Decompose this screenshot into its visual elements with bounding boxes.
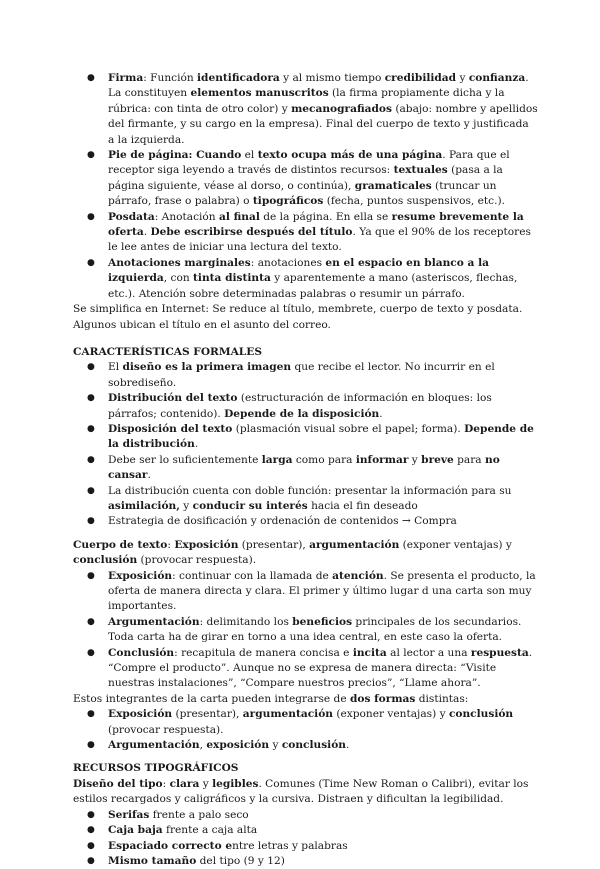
- integrantes-paragraph: [73, 692, 538, 707]
- emphasis: Disposición del texto: [108, 422, 233, 435]
- list-item-posdata: [73, 210, 538, 256]
- list-item: [73, 422, 538, 453]
- text: :: [167, 538, 175, 551]
- text: (truncar un párrafo, frase o palabra) o: [108, 179, 497, 208]
- emphasis: Cuerpo de texto: [73, 538, 168, 551]
- text: . “Compre el producto”. Aunque no se expresa de manera directa: “Visite nuestras instalaciones”, “Compare nuestros precios”, “Llame ahora”.: [108, 646, 533, 690]
- text: : delimitando los: [199, 615, 293, 628]
- text: frente a caja alta: [162, 824, 258, 837]
- list-item: [73, 514, 538, 529]
- emphasis: Caja baja: [108, 824, 163, 837]
- list-item: [73, 360, 538, 391]
- cuerpo-list: [73, 569, 538, 692]
- text: distintas:: [415, 692, 469, 705]
- emphasis: Exposición: [108, 708, 173, 721]
- text: : Función: [143, 72, 198, 84]
- emphasis: identificadora: [197, 72, 280, 84]
- bullet-icon: ●: [87, 516, 95, 527]
- emphasis: informar: [355, 453, 409, 466]
- internet-paragraph: Se simplifica en Internet: Se reduce al título, membrete, cuerpo de texto y posdata. Algunos ubican el título en el asunto del correo.: [73, 303, 523, 331]
- text: hacia el fin deseado: [307, 499, 418, 512]
- text: y: [269, 739, 282, 752]
- bullet-icon: ●: [87, 257, 95, 268]
- recursos-list: [73, 808, 538, 869]
- emphasis: al final: [219, 210, 260, 223]
- list-item-anotaciones: [73, 256, 538, 302]
- text: .: [379, 407, 383, 420]
- list-item-pie-de-pagina: [73, 148, 538, 210]
- bullet-icon: ●: [87, 809, 95, 820]
- emphasis: Argumentación: [108, 615, 200, 628]
- bullet-icon: ●: [87, 211, 95, 222]
- text: de la página. En ella se: [259, 210, 392, 223]
- text: al lector a una: [386, 646, 471, 659]
- emphasis: Depende de la disposición: [224, 407, 380, 420]
- emphasis: beneficios: [292, 615, 353, 628]
- emphasis: argumentación: [309, 538, 400, 551]
- emphasis: conclusión: [281, 739, 346, 752]
- text: Debe ser lo suficientemente: [108, 453, 262, 466]
- section-heading-caracteristicas: CARACTERÍSTICAS FORMALES: [73, 345, 262, 358]
- text: (estructuración de información en bloques: los párrafos; contenido).: [108, 392, 492, 420]
- emphasis: dos formas: [349, 692, 416, 705]
- text: (la firma propiamente dicha y la rúbrica: con tinta de otro color) y: [108, 87, 505, 115]
- text: : continuar con la llamada de: [172, 569, 333, 582]
- text: . Se presenta el producto, la oferta de manera directa y clara. El primer y último lugar d una carta son muy importantes.: [108, 569, 536, 613]
- text: ,: [199, 739, 207, 752]
- emphasis: conclusión: [73, 554, 138, 567]
- emphasis: Diseño del tipo: [73, 777, 163, 790]
- text: .: [345, 739, 350, 752]
- emphasis: Debe escribirse después del título: [150, 226, 353, 239]
- signature-elements-list: [73, 71, 538, 302]
- text: (exponer ventajas) y: [399, 538, 512, 551]
- text: . Ya que el 90% de los receptores le lee antes de iniciar una lectura del texto.: [108, 226, 531, 254]
- emphasis: Serifas: [108, 808, 150, 821]
- text: (provocar respuesta).: [137, 554, 257, 567]
- emphasis: respuesta: [470, 646, 529, 659]
- emphasis: tipográficos: [252, 195, 324, 208]
- integrantes-list: [73, 707, 538, 753]
- emphasis: no cansar: [108, 453, 500, 482]
- emphasis: asimilación,: [108, 499, 180, 512]
- list-item-firma: [73, 71, 538, 148]
- bullet-icon: ●: [87, 362, 95, 373]
- text: (presentar),: [238, 538, 310, 551]
- text: : anotaciones: [250, 256, 326, 269]
- emphasis: Mismo tamaño: [108, 854, 197, 867]
- text: Estrategia de dosificación y ordenación de contenidos → Compra: [108, 515, 457, 528]
- text: La distribución cuenta con doble función: presentar la información para su: [108, 484, 512, 497]
- emphasis: Conclusión: [108, 646, 175, 659]
- bullet-icon: ●: [87, 840, 95, 851]
- text: (exponer ventajas) y: [332, 708, 449, 721]
- term-pie-de-pagina: Pie de página: Cuando: [108, 149, 242, 162]
- emphasis: argumentación: [242, 708, 333, 721]
- text: . Comunes (Time New Roman o Calibri), evitar los estilos recargados y caligráficos y la cursiva. Distraen y dificultan la legibilidad.: [73, 777, 529, 806]
- emphasis: texto ocupa más de una página: [257, 149, 443, 162]
- emphasis: textuales: [393, 164, 448, 177]
- list-item: [73, 738, 538, 753]
- text: . La constituyen: [108, 72, 529, 100]
- list-item: [73, 854, 538, 869]
- bullet-icon: ●: [87, 709, 95, 720]
- term-firma: Firma: [108, 72, 144, 84]
- emphasis: incita: [352, 646, 387, 659]
- list-item: [73, 839, 538, 854]
- text: y aparentemente a mano (asteriscos, flechas, etc.). Atención sobre determinadas palabras o resumir un párrafo.: [108, 272, 518, 300]
- text: y: [456, 72, 469, 84]
- cuerpo-de-texto-paragraph: [73, 538, 538, 569]
- text: que recibe el lector. No incurrir en el sobrediseño.: [108, 361, 495, 389]
- diseno-del-tipo-paragraph: [73, 777, 538, 808]
- emphasis: legibles: [212, 777, 259, 790]
- section-heading-recursos: RECURSOS TIPOGRÁFICOS: [73, 762, 239, 775]
- emphasis: gramaticales: [354, 179, 432, 192]
- text: ntre letras y palabras: [232, 839, 348, 852]
- emphasis: conducir su interés: [192, 499, 308, 512]
- text: El: [108, 361, 123, 374]
- bullet-icon: ●: [87, 423, 95, 434]
- emphasis: diseño es la primera imagen: [122, 361, 292, 374]
- list-item: [73, 615, 538, 646]
- emphasis: exposición: [206, 739, 270, 752]
- text: como para: [292, 453, 356, 466]
- text: , con: [163, 272, 194, 285]
- text: el: [241, 149, 258, 162]
- list-item: [73, 646, 538, 692]
- text: (pasa a la página siguiente, véase al dorso, o continúa),: [108, 164, 503, 192]
- emphasis: conclusión: [448, 708, 514, 721]
- bullet-icon: ●: [87, 740, 95, 751]
- text: principales de los secundarios. Toda carta ha de girar en torno a una idea central, en este caso la oferta.: [108, 615, 522, 644]
- emphasis: resume brevemente la oferta: [108, 210, 524, 239]
- emphasis: Espaciado correcto e: [108, 839, 233, 852]
- list-item: [73, 808, 538, 823]
- text: y: [408, 453, 422, 466]
- text: .: [147, 469, 151, 482]
- emphasis: Argumentación: [108, 739, 200, 752]
- bullet-icon: ●: [87, 393, 95, 404]
- text: (fecha, puntos suspensivos, etc.).: [323, 195, 505, 208]
- text: (abajo: nombre y apellidos del firmante, y su cargo en la empresa). Final del cuerpo de texto y justificada a la izquierda.: [108, 102, 538, 146]
- list-item: [73, 569, 538, 615]
- text: para: [453, 453, 485, 466]
- caracteristicas-list: [73, 360, 538, 529]
- text: .: [143, 226, 151, 239]
- emphasis: tinta distinta: [193, 272, 271, 285]
- text: Estos integrantes de la carta pueden integrarse de: [73, 692, 350, 705]
- bullet-icon: ●: [87, 150, 95, 161]
- emphasis: breve: [421, 453, 454, 466]
- bullet-icon: ●: [87, 485, 95, 496]
- text: : recapitula de manera concisa e: [174, 646, 353, 659]
- bullet-icon: ●: [87, 454, 95, 465]
- bullet-icon: ●: [87, 855, 95, 866]
- text: :: [162, 777, 170, 790]
- text: : Anotación: [154, 210, 220, 223]
- list-item: [73, 391, 538, 422]
- emphasis: credibilidad: [384, 72, 457, 84]
- emphasis: larga: [261, 453, 293, 466]
- emphasis: en el espacio en blanco a la izquierda: [108, 256, 489, 285]
- bullet-icon: ●: [87, 616, 95, 627]
- term-anotaciones: Anotaciones marginales: [108, 256, 251, 269]
- list-item: [73, 453, 538, 484]
- term-posdata: Posdata: [108, 210, 155, 223]
- list-item: [73, 823, 538, 838]
- bullet-icon: ●: [87, 647, 95, 658]
- text: y: [179, 499, 193, 512]
- list-item: [73, 484, 538, 515]
- emphasis: Distribución del texto: [108, 392, 238, 405]
- emphasis: mecanografiados: [291, 102, 392, 115]
- list-item: [73, 707, 538, 738]
- bullet-icon: ●: [87, 73, 95, 83]
- emphasis: Depende de la distribución: [108, 422, 534, 451]
- bullet-icon: ●: [87, 825, 95, 836]
- text: del tipo (9 y 12): [196, 854, 285, 867]
- emphasis: atención: [332, 569, 384, 582]
- text: . Para que el receptor siga leyendo a través de distintos recursos:: [108, 149, 510, 177]
- text: (presentar),: [172, 708, 243, 721]
- emphasis: confianza: [468, 72, 526, 84]
- text: y: [199, 777, 213, 790]
- text: .: [194, 438, 199, 451]
- emphasis: Exposición: [174, 538, 239, 551]
- emphasis: elementos manuscritos: [190, 87, 329, 100]
- bullet-icon: ●: [87, 570, 95, 581]
- text: (plasmación visual sobre el papel; forma).: [232, 422, 465, 435]
- text: y al mismo tiempo: [279, 72, 385, 84]
- emphasis: Exposición: [108, 569, 173, 582]
- text: frente a palo seco: [149, 808, 249, 821]
- text: (provocar respuesta).: [108, 723, 224, 736]
- emphasis: clara: [169, 777, 200, 790]
